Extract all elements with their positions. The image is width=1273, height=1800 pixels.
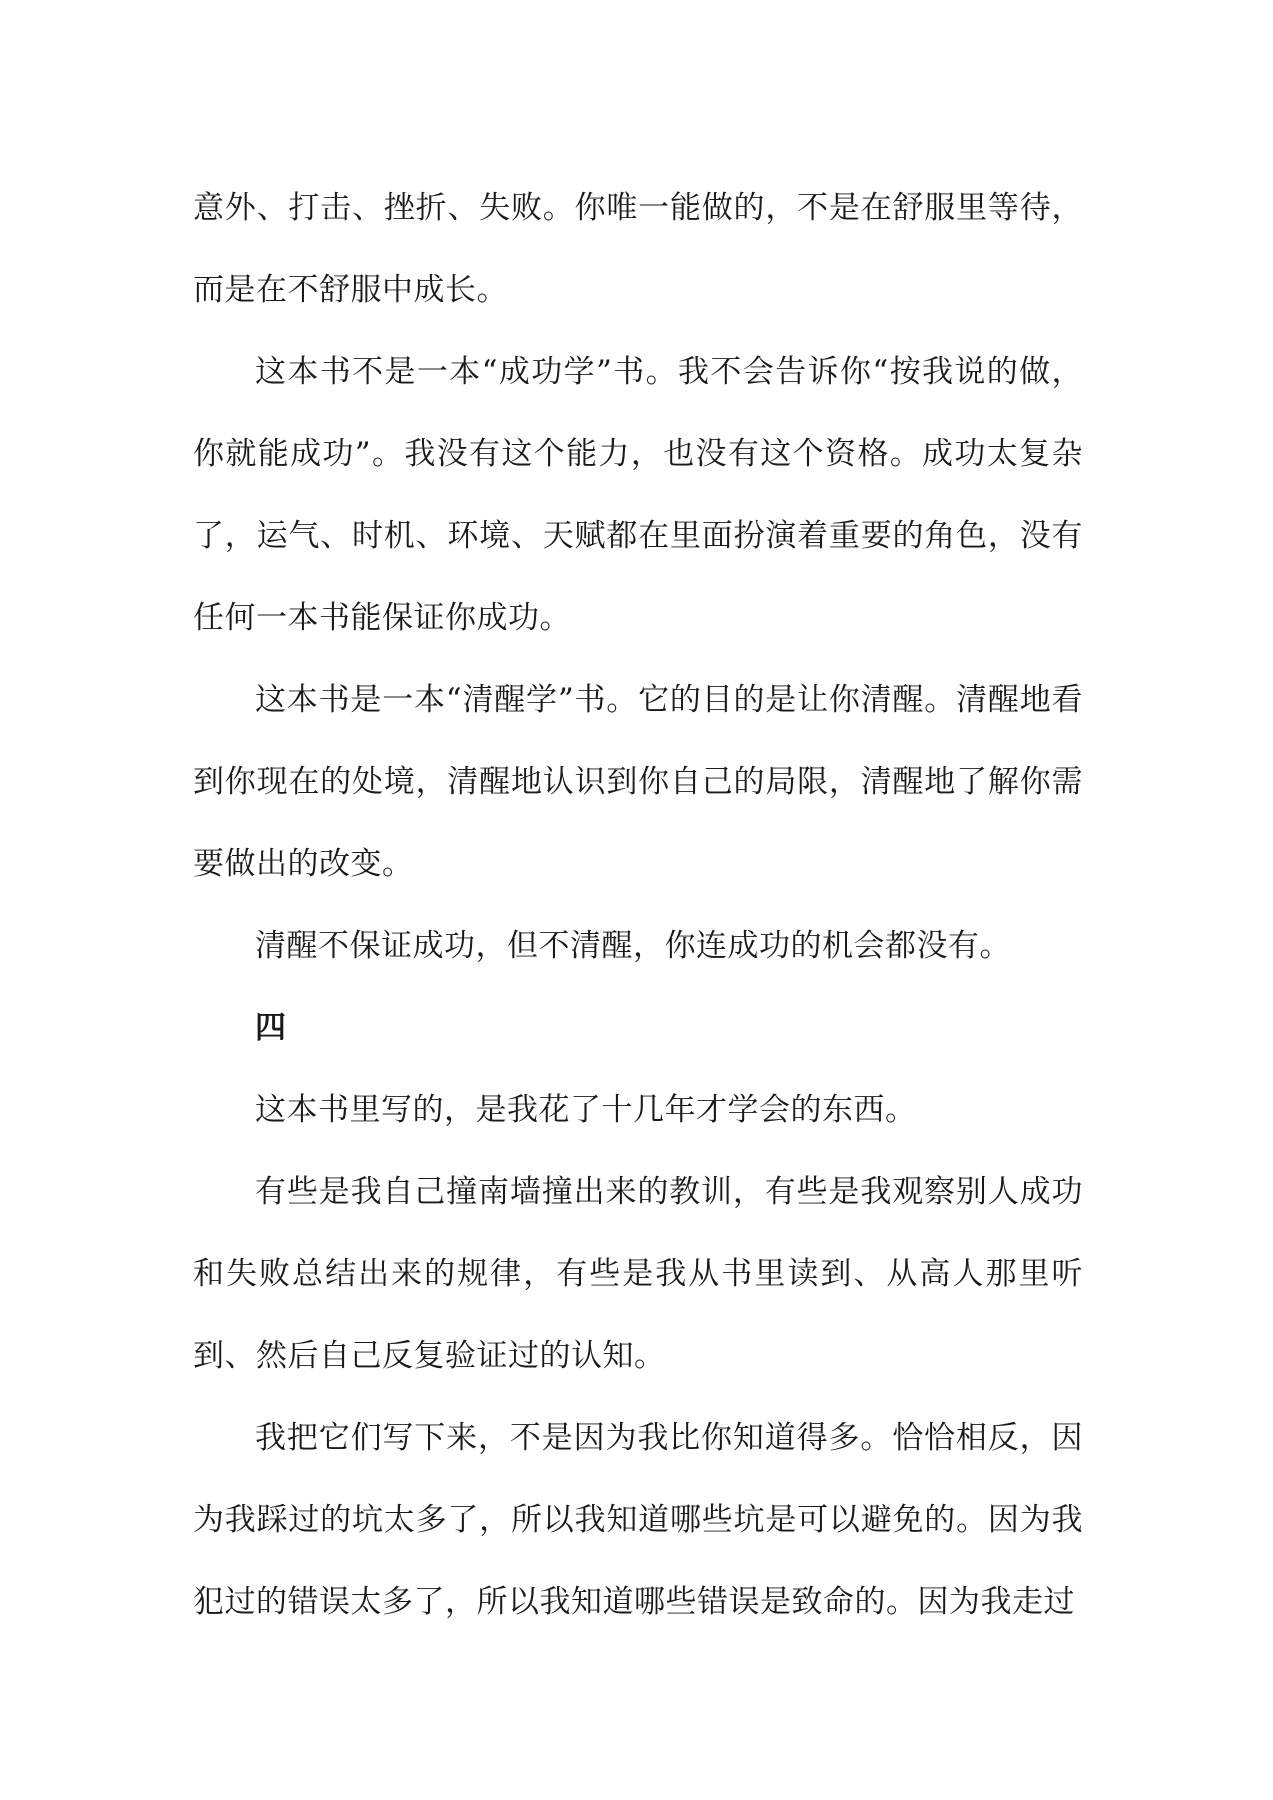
paragraph-4: 清醒不保证成功，但不清醒，你连成功的机会都没有。 (255, 928, 1011, 964)
document-body (193, 167, 1083, 1643)
paragraph-7: 我把它们写下来，不是因为我比你知道得多。恰恰相反，因为我踩过的坑太多了，所以我知道哪些坑是可以避免的。因为我犯过的错误太多了，所以我知道哪些错误是致命的。因为我走过 (193, 1420, 1083, 1620)
paragraph-1: 意外、打击、挫折、失败。你唯一能做的，不是在舒服里等待，而是在不舒服中成长。 (193, 190, 1083, 308)
section-heading: 四 (255, 1010, 287, 1046)
paragraph-5: 这本书里写的，是我花了十几年才学会的东西。 (255, 1092, 917, 1128)
paragraph-2: 这本书不是一本“成功学”书。我不会告诉你“按我说的做，你就能成功”。我没有这个能力，也没有这个资格。成功太复杂了，运气、时机、环境、天赋都在里面扮演着重要的角色，没有任何一本书能保证你成功。 (193, 354, 1083, 636)
paragraph-3: 这本书是一本“清醒学”书。它的目的是让你清醒。清醒地看到你现在的处境，清醒地认识到你自己的局限，清醒地了解你需要做出的改变。 (193, 682, 1083, 882)
paragraph-6: 有些是我自己撞南墙撞出来的教训，有些是我观察别人成功和失败总结出来的规律，有些是我从书里读到、从高人那里听到、然后自己反复验证过的认知。 (193, 1174, 1083, 1374)
